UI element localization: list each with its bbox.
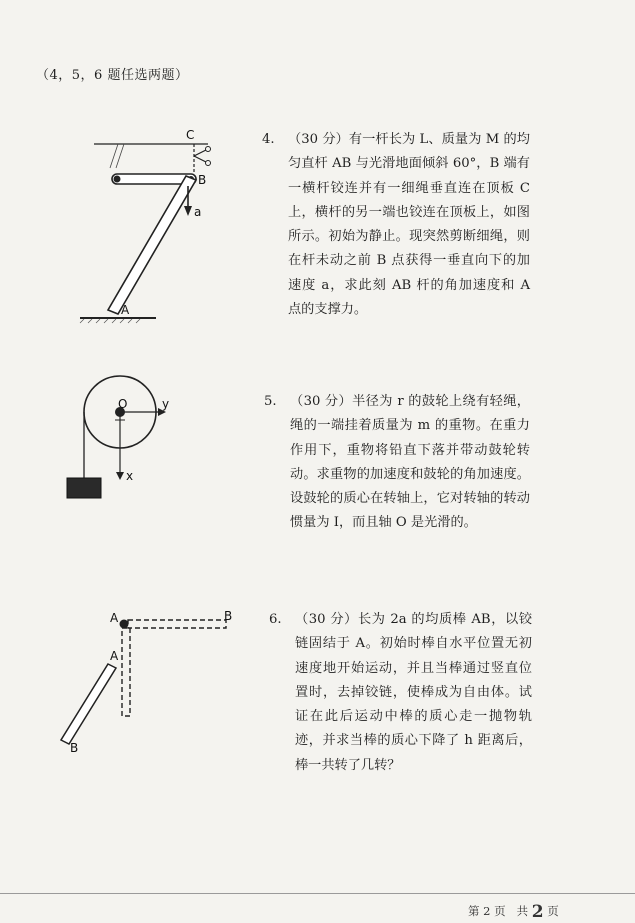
total-prefix: 共 xyxy=(516,904,529,918)
page-number: 第 2 页 xyxy=(468,904,506,918)
figure-problem-4 xyxy=(80,128,230,328)
problem-text: 有一杆长为 L、质量为 M 的均匀直杆 AB 与光滑地面倾斜 60°，B 端有一横杆铰连并有一细绳垂直连在顶板 C 上，横杆的另一端也铰连在顶板上，如图所示。初始为静止。现突然剪断细绳，则在杆未动之前 B 点获得一垂直向下的加速度 a，求此刻 AB 杆的角加速度和 A 点的支撑力。 xyxy=(288,132,530,318)
problem-4 xyxy=(262,128,530,322)
label-b-right: B xyxy=(224,609,233,623)
figure-problem-5 xyxy=(60,374,190,504)
label-b-bottom: B xyxy=(70,741,79,755)
problem-5 xyxy=(264,390,530,536)
problem-number: 4. xyxy=(262,132,275,147)
problem-text: 长为 2a 的均质棒 AB，以铰链固结于 A。初始时棒自水平位置无初速度地开始运动，并且当棒通过竖直位置时，去掉铰链，使棒成为自由体。试证在此后运动中棒的质心走一抛物轨迹，并求当棒的质心下降了 h 距离后，棒一共转了几转？ xyxy=(295,612,532,773)
problem-number: 5. xyxy=(264,394,277,409)
section-note: （4，5，6 题任选两题） xyxy=(36,68,189,83)
label-y: y xyxy=(162,397,170,411)
problem-6 xyxy=(269,608,532,778)
label-a-end: A xyxy=(121,303,130,317)
problem-score: （30 分） xyxy=(288,132,349,147)
label-a-top: A xyxy=(110,611,119,625)
problem-score: （30 分） xyxy=(290,394,353,409)
label-c: C xyxy=(186,128,195,142)
bottom-rule xyxy=(0,893,635,894)
problem-number: 6. xyxy=(269,612,282,627)
label-o: O xyxy=(118,397,128,411)
problem-text: 半径为 r 的鼓轮上绕有轻绳，绳的一端挂着质量为 m 的重物。在重力作用下，重物将铅直下落并带动鼓轮转动。求重物的加速度和鼓轮的角加速度。设鼓轮的质心在转轴上，它对转轴的转动惯量为 I，而且轴 O 是光滑的。 xyxy=(290,394,530,531)
label-a-arrow: a xyxy=(194,205,202,219)
label-x: x xyxy=(126,469,134,483)
problem-score: （30 分） xyxy=(295,612,358,627)
scissors-icon xyxy=(194,147,211,166)
label-a-mid: A xyxy=(110,649,119,663)
label-b: B xyxy=(198,173,207,187)
figure-problem-6 xyxy=(56,604,236,754)
page-footer xyxy=(468,902,559,922)
total-suffix: 页 xyxy=(547,904,559,918)
total-pages: 2 xyxy=(531,902,544,922)
